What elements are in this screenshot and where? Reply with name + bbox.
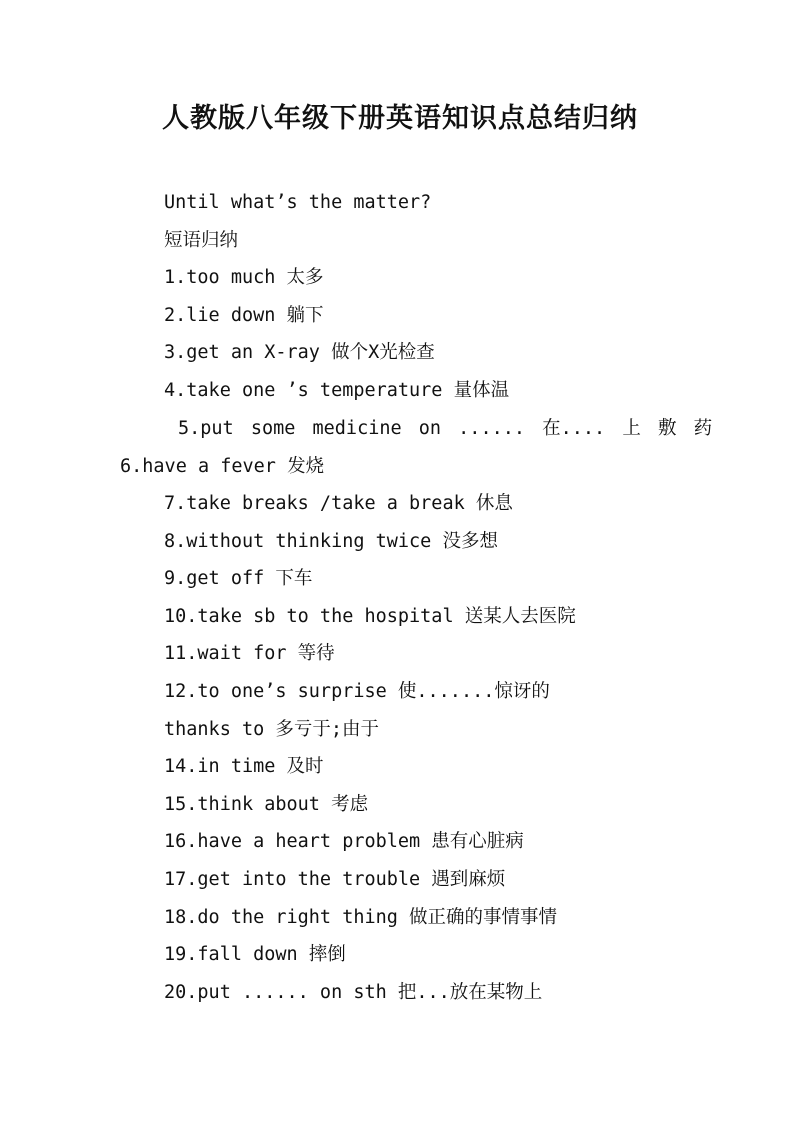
phrase-line: thanks to 多亏于;由于: [164, 719, 380, 740]
phrase-line: 4.take one ’s temperature 量体温: [164, 380, 510, 401]
phrase-line: 20.put ...... on sth 把...放在某物上: [164, 982, 543, 1003]
phrase-line: 14.in time 及时: [164, 756, 324, 777]
phrase-line: 19.fall down 摔倒: [164, 944, 346, 965]
phrase-line: 2.lie down 躺下: [164, 305, 324, 326]
document-title: 人教版八年级下册英语知识点总结归纳: [162, 103, 638, 134]
phrase-line: 8.without thinking twice 没多想: [164, 531, 498, 552]
phrase-line: 12.to one’s surprise 使.......惊讶的: [164, 681, 550, 702]
phrase-line: 17.get into the trouble 遇到麻烦: [164, 869, 506, 890]
phrase-line: 11.wait for 等待: [164, 643, 335, 664]
phrase-line: 10.take sb to the hospital 送某人去医院: [164, 606, 576, 627]
phrase-line: 18.do the right thing 做正确的事情事情: [164, 907, 558, 928]
phrase-line: 15.think about 考虑: [164, 794, 369, 815]
phrase-line: 9.get off 下车: [164, 568, 313, 589]
phrase-line: 3.get an X-ray 做个X光检查: [164, 342, 435, 363]
phrase-line: 16.have a heart problem 患有心脏病: [164, 831, 524, 852]
phrase-line: 5.put some medicine on ...... 在.... 上 敷 药: [178, 418, 713, 439]
phrase-line: 6.have a fever 发烧: [120, 456, 325, 477]
section-heading: 短语归纳: [164, 230, 239, 251]
phrase-line: 7.take breaks /take a break 休息: [164, 493, 513, 514]
phrase-line: 1.too much 太多: [164, 267, 324, 288]
unit-heading: Until what’s the matter?: [164, 192, 432, 213]
